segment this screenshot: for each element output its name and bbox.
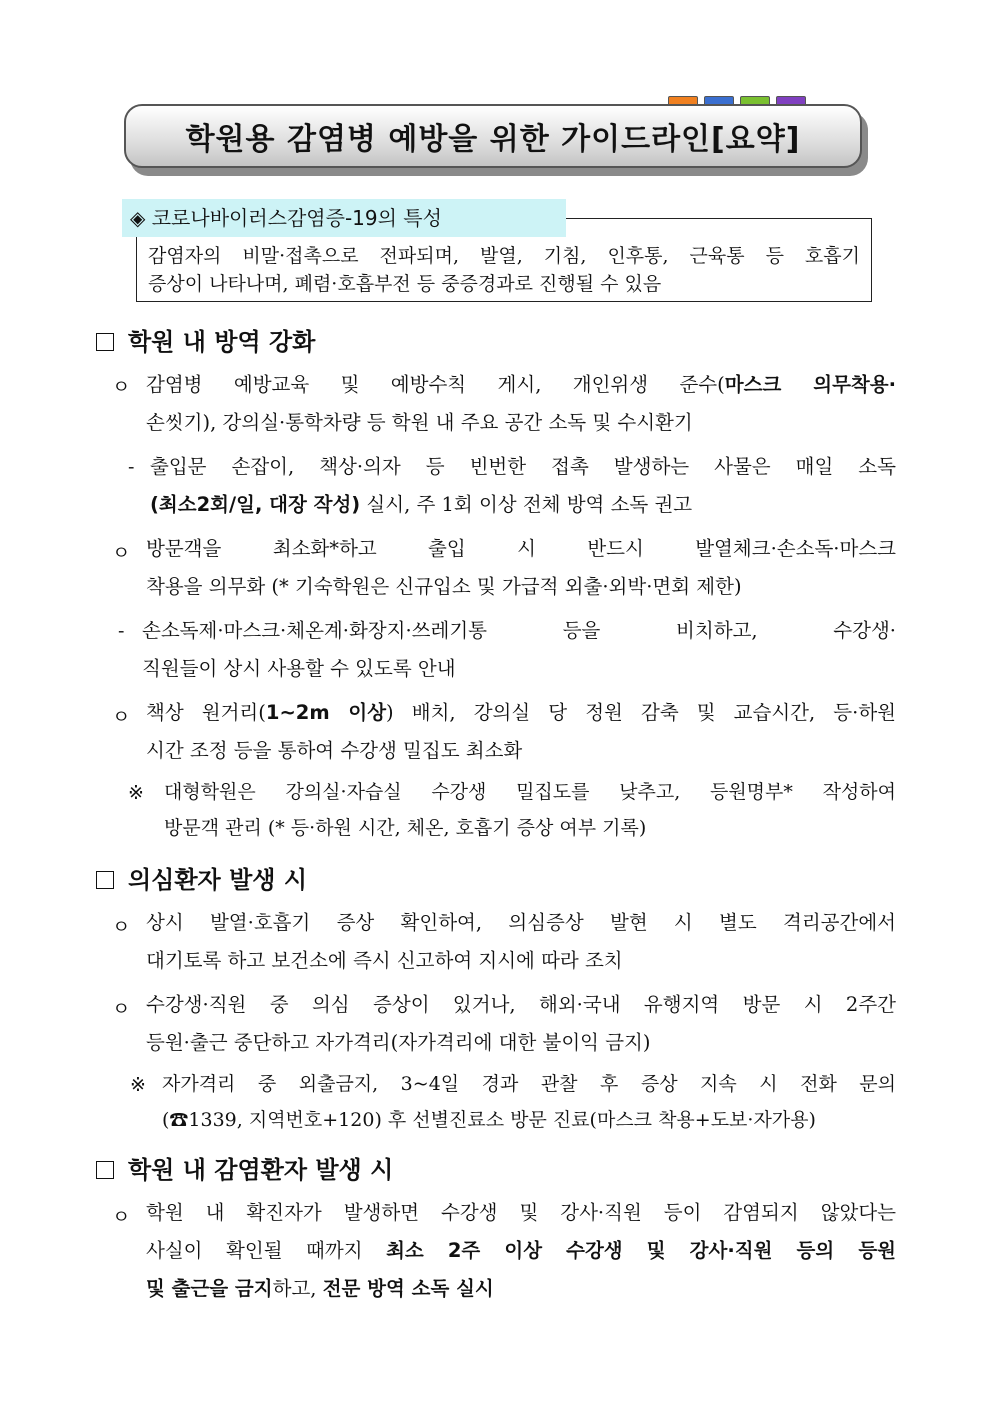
list-item	[146, 986, 896, 1062]
section-heading	[96, 322, 315, 357]
list-item-line: 대기토록 하고 보건소에 즉시 신고하여 지시에 따라 조치	[146, 949, 623, 972]
list-item	[162, 1066, 896, 1138]
list-item	[146, 904, 896, 980]
list-item-line: 손씻기), 강의실·통학차량 등 학원 내 주요 공간 소독 및 수시환기	[146, 411, 693, 434]
bullet-circle-icon: ㅇ	[112, 542, 131, 564]
list-item	[164, 774, 896, 846]
section-heading-text: 의심환자 발생 시	[128, 866, 307, 894]
note-marker: ※	[130, 1074, 146, 1096]
list-item-line: 방문객을 최소화*하고 출입 시 반드시 발열체크·손소독·마스크	[146, 537, 896, 560]
list-item-line: 및 출근을 금지하고, 전문 방역 소독 실시	[146, 1277, 494, 1300]
list-item-line: 출입문 손잡이, 책상·의자 등 빈번한 접촉 발생하는 사물은 매일 소독	[150, 455, 896, 478]
bullet-circle-icon: ㅇ	[112, 916, 131, 938]
dash-marker: -	[118, 620, 125, 642]
list-item-line: 자가격리 중 외출금지, 3~4일 경과 관찰 후 증상 지속 시 전화 문의	[162, 1073, 896, 1095]
list-item-line: (☎1339, 지역번호+120) 후 선별진료소 방문 진료(마스크 착용+도보·자가용)	[162, 1109, 816, 1131]
checkbox-square-icon	[96, 333, 114, 351]
list-item-line: 감염병 예방교육 및 예방수칙 게시, 개인위생 준수(마스크 의무착용·	[146, 373, 896, 396]
list-item-line: 학원 내 확진자가 발생하면 수강생 및 강사·직원 등이 감염되지 않았다는	[146, 1201, 896, 1224]
list-item-line: 착용을 의무화 (* 기숙학원은 신규입소 및 가급적 외출·외박·면회 제한)	[146, 575, 742, 598]
list-item-line: 상시 발열·호흡기 증상 확인하여, 의심증상 발현 시 별도 격리공간에서	[146, 911, 896, 934]
list-item-line: 책상 원거리(1~2m 이상) 배치, 강의실 당 정원 감축 및 교습시간, 등·하원	[146, 701, 897, 724]
list-item-line: 수강생·직원 중 의심 증상이 있거나, 해외·국내 유행지역 방문 시 2주간	[146, 993, 896, 1016]
list-item	[146, 366, 896, 442]
bullet-circle-icon: ㅇ	[112, 1206, 131, 1228]
characteristics-line: 증상이 나타나며, 폐렴·호흡부전 등 중증경과로 진행될 수 있음	[148, 273, 662, 295]
page-title: 학원용 감염병 예방을 위한 가이드라인[요약]	[185, 122, 801, 157]
checkbox-square-icon	[96, 871, 114, 889]
section-heading-text: 학원 내 방역 강화	[128, 328, 316, 356]
list-item-line: 사실이 확인될 때까지 최소 2주 이상 수강생 및 강사·직원 등의 등원	[146, 1239, 896, 1262]
list-item-line: 등원·출근 중단하고 자가격리(자가격리에 대한 불이익 금지)	[146, 1031, 651, 1054]
section-heading	[96, 1150, 393, 1185]
dash-marker: -	[128, 456, 135, 478]
list-item-line: 대형학원은 강의실·자습실 수강생 밀집도를 낮추고, 등원명부* 작성하여	[164, 781, 896, 803]
note-marker: ※	[128, 782, 144, 804]
list-item-line: 방문객 관리 (* 등·하원 시간, 체온, 호흡기 증상 여부 기록)	[164, 817, 647, 839]
characteristics-heading: ◈ 코로나바이러스감염증-19의 특성	[122, 199, 566, 237]
bullet-circle-icon: ㅇ	[112, 998, 131, 1020]
list-item	[146, 1194, 896, 1308]
characteristics-line: 감염자의 비말·접촉으로 전파되며, 발열, 기침, 인후통, 근육통 등 호흡기	[148, 245, 860, 267]
bullet-circle-icon: ㅇ	[112, 706, 131, 728]
list-item-line: 손소독제·마스크·체온계·화장지·쓰레기통 등을 비치하고, 수강생·	[142, 619, 896, 642]
section-heading-text: 학원 내 감염환자 발생 시	[128, 1156, 394, 1184]
section-heading	[96, 860, 307, 895]
checkbox-square-icon	[96, 1161, 114, 1179]
list-item	[146, 530, 896, 606]
list-item	[150, 448, 896, 524]
list-item-line: (최소2회/일, 대장 작성) 실시, 주 1회 이상 전체 방역 소독 권고	[150, 493, 693, 516]
bullet-circle-icon: ㅇ	[112, 376, 131, 398]
title-banner	[124, 104, 862, 168]
list-item-line: 직원들이 상시 사용할 수 있도록 안내	[142, 657, 456, 680]
list-item-line: 시간 조정 등을 통하여 수강생 밀집도 최소화	[146, 739, 523, 762]
characteristics-text	[148, 242, 860, 298]
list-item	[146, 694, 896, 770]
list-item	[142, 612, 896, 688]
